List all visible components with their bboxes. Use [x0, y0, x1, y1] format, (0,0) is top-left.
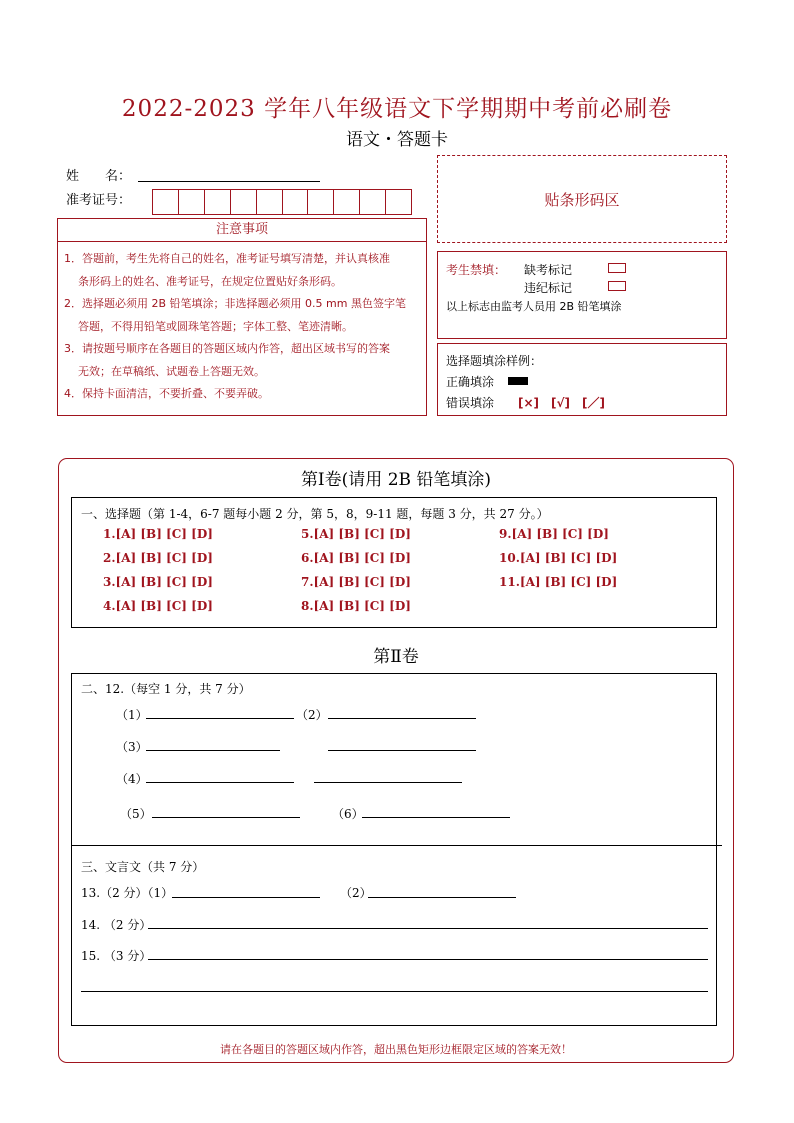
part2-box [71, 673, 717, 1026]
blank-label: （4） [116, 772, 148, 786]
q13b-label: （2） [340, 886, 372, 900]
mc-question[interactable]: 9.[A] [B] [C] [D] [499, 527, 609, 541]
multiple-choice-box [71, 497, 717, 628]
part1-title: 第Ⅰ卷(请用 2B 铅笔填涂) [300, 470, 492, 490]
answer-line[interactable] [81, 991, 708, 992]
sample-heading: 选择题填涂样例： [446, 354, 543, 368]
missing-mark[interactable] [608, 263, 626, 273]
violation-label: 违纪标记 [524, 281, 573, 295]
answer-line[interactable] [148, 959, 708, 960]
page-title: 2022-2023 学年八年级语文下学期期中考前必刷卷 [121, 96, 673, 122]
answer-line[interactable] [362, 817, 510, 818]
wrong-fill-samples: [×] [√] [／] [518, 396, 605, 410]
q15-label: 15. （3 分） [81, 949, 152, 963]
answer-line[interactable] [314, 782, 462, 783]
notice-line: 1．答题前，考生先将自己的姓名，准考证号填写清楚，并认真核准 [64, 252, 390, 265]
wrong-label: 错误填涂 [446, 396, 495, 410]
blank-label: （6） [332, 807, 364, 821]
id-label: 准考证号： [66, 193, 132, 208]
answer-line[interactable] [146, 782, 294, 783]
q13-label: 13.（2 分）（1） [81, 886, 174, 900]
mc-instructions: 一、选择题（第 1-4，6-7 题每小题 2 分，第 5，8，9-11 题，每题 3 分，共 27 分。） [81, 507, 549, 521]
page-subtitle: 语文・答题卡 [346, 130, 448, 150]
answer-line[interactable] [328, 750, 476, 751]
name-label: 姓 名： [66, 169, 132, 184]
notice-heading: 注意事项 [57, 218, 427, 242]
id-number-boxes[interactable] [152, 189, 412, 215]
mc-question[interactable]: 10.[A] [B] [C] [D] [499, 551, 618, 565]
q14-label: 14. （2 分） [81, 918, 152, 932]
notice-line: 条形码上的姓名、准考证号，在规定位置贴好条形码。 [78, 274, 342, 288]
forbid-label: 考生禁填： [446, 263, 507, 277]
notice-line: 4．保持卡面清洁，不要折叠、不要弄破。 [64, 387, 269, 400]
footer-note: 请在各题目的答题区域内作答，超出黑色矩形边框限定区域的答案无效！ [220, 1043, 572, 1056]
notice-line: 无效；在草稿纸、试题卷上答题无效。 [78, 364, 265, 378]
blank-label: （5） [120, 807, 152, 821]
violation-mark[interactable] [608, 281, 626, 291]
barcode-area [437, 155, 727, 243]
mc-question[interactable]: 4.[A] [B] [C] [D] [103, 599, 213, 613]
mc-question[interactable]: 5.[A] [B] [C] [D] [301, 527, 411, 541]
correct-label: 正确填涂 [446, 375, 495, 389]
correct-fill-sample [508, 377, 528, 385]
mc-question[interactable]: 8.[A] [B] [C] [D] [301, 599, 411, 613]
answer-line[interactable] [368, 897, 516, 898]
answer-line[interactable] [146, 750, 280, 751]
answer-line[interactable] [328, 718, 476, 719]
mc-question[interactable]: 7.[A] [B] [C] [D] [301, 575, 411, 589]
mc-question[interactable]: 2.[A] [B] [C] [D] [103, 551, 213, 565]
notice-line: 2．选择题必须用 2B 铅笔填涂；非选择题必须用 0.5 mm 黑色签字笔 [64, 297, 406, 310]
blank-label: （3） [116, 740, 148, 754]
fill-sample-box [437, 343, 727, 416]
classical-heading: 三、文言文（共 7 分） [81, 860, 205, 874]
blank-label: （2） [296, 708, 328, 722]
notice-line: 答题，不得用铅笔或圆珠笔答题；字体工整、笔迹清晰。 [78, 319, 353, 333]
forbid-note: 以上标志由监考人员用 2B 铅笔填涂 [446, 300, 622, 313]
mc-question[interactable]: 11.[A] [B] [C] [D] [499, 575, 618, 589]
notice-body [57, 242, 427, 416]
answer-line[interactable] [148, 928, 708, 929]
answer-line[interactable] [172, 897, 320, 898]
answer-line[interactable] [146, 718, 294, 719]
mc-question[interactable]: 1.[A] [B] [C] [D] [103, 527, 213, 541]
blank-label: （1） [116, 708, 148, 722]
name-field[interactable] [138, 180, 320, 182]
mc-question[interactable]: 3.[A] [B] [C] [D] [103, 575, 213, 589]
mc-question[interactable]: 6.[A] [B] [C] [D] [301, 551, 411, 565]
notice-line: 3．请按题号顺序在各题目的答题区域内作答，超出区域书写的答案 [64, 342, 390, 355]
answer-line[interactable] [152, 817, 300, 818]
barcode-label: 贴条形码区 [544, 190, 620, 209]
part2-title: 第Ⅱ卷 [373, 647, 419, 667]
examiner-only-box [437, 251, 727, 339]
missing-label: 缺考标记 [524, 263, 573, 277]
q12-heading: 二、12.（每空 1 分，共 7 分） [81, 682, 251, 696]
section-divider [72, 845, 722, 846]
